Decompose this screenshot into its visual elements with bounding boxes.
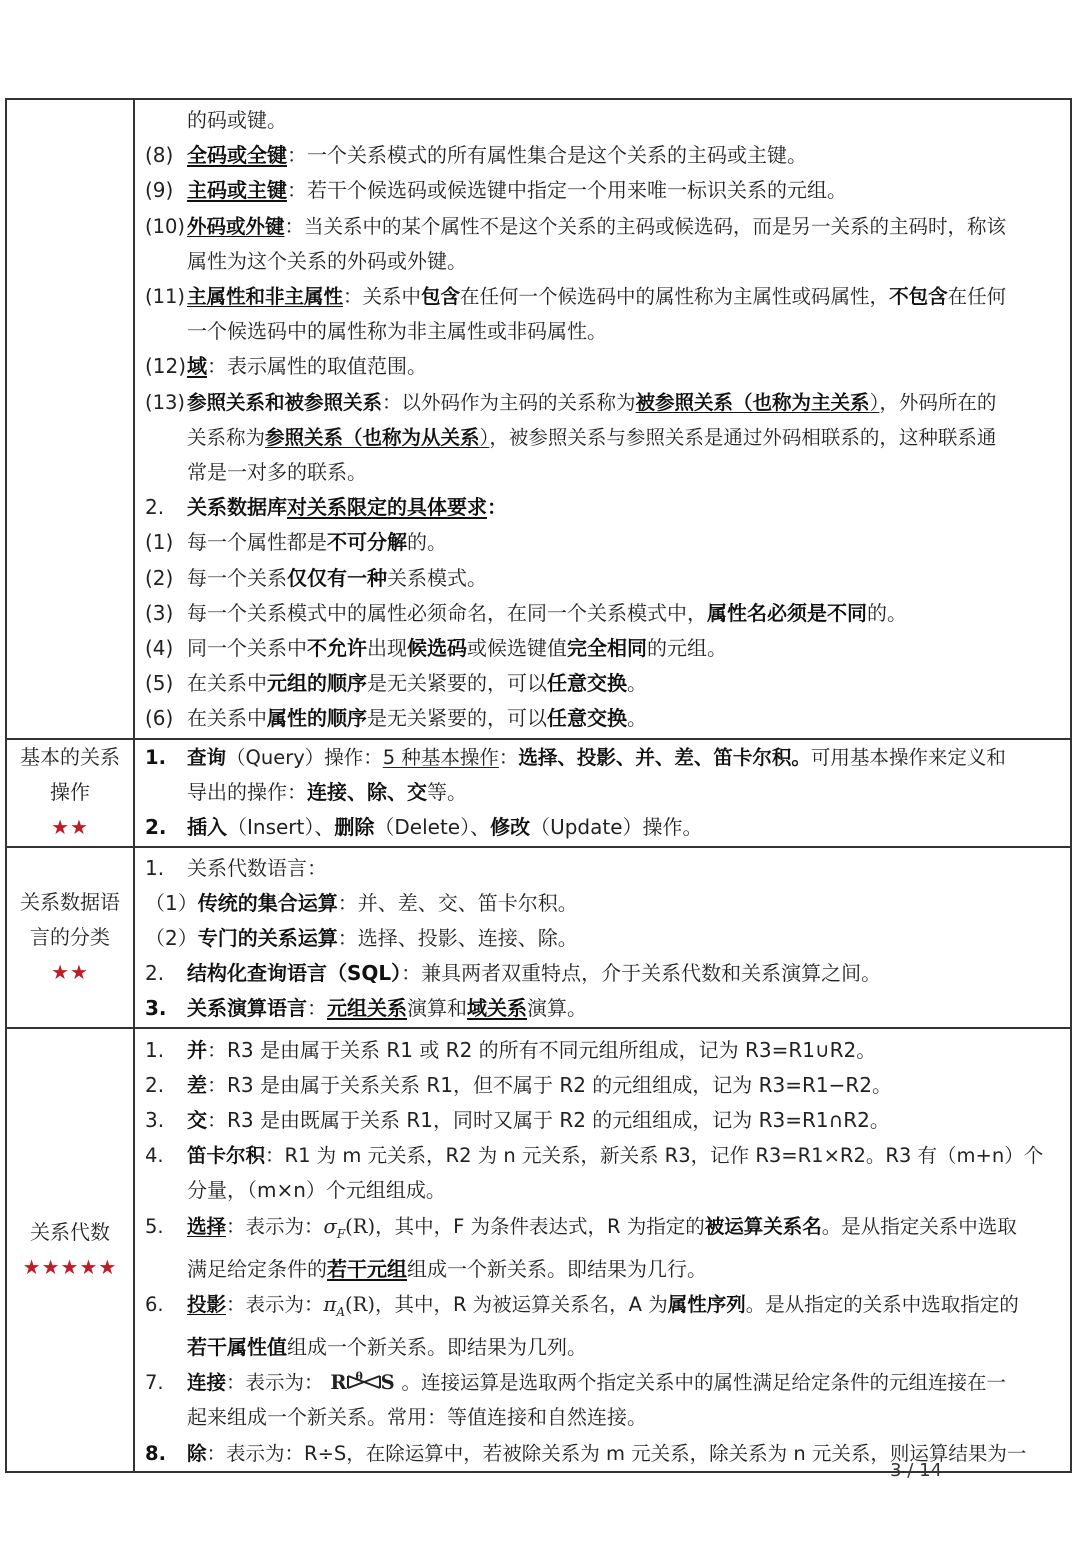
importance-stars: ★★★★★ xyxy=(22,1254,118,1279)
selection-formula: $\sigma_F(R)$ xyxy=(323,1214,376,1241)
text-line: 关系称为参照关系（也称为从关系），被参照关系与参照关系是通过外码相联系的，这种联系通 xyxy=(187,425,997,449)
list-item: (3) 每一个关系模式中的属性必须命名，在同一个关系模式中，属性名必须是不同的。 xyxy=(145,600,907,625)
list-item: (11) 主属性和非主属性：关系中包含在任何一个候选码中的属性称为主属性或码属性，不包含在任何 xyxy=(145,285,1007,309)
category-cell xyxy=(6,847,134,1028)
list-item: 8. 除：表示为：R÷S，在除运算中，若被除关系为 m 元关系，除关系为 n 元关系，则运算结果为一 xyxy=(145,1441,1027,1465)
join-icon xyxy=(347,1374,381,1390)
list-item: 7. 连接：表示为： R θ S 。连接运算是选取两个指定关系中的属性满足给定条件的元组连接在一 xyxy=(145,1365,1062,1400)
text-line: 一个候选码中的属性称为非主属性或非码属性。 xyxy=(187,319,607,344)
category-label: 关系数据语 xyxy=(20,889,120,914)
category-label: 言的分类 xyxy=(30,924,110,949)
list-item: (10) 外码或外键：当关系中的某个属性不是这个关系的主码或候选码，而是另一关系的主码时，称该 xyxy=(145,214,1007,238)
text-line: 起来组成一个新关系。常用：等值连接和自然连接。 xyxy=(187,1405,647,1430)
list-item: (13) 参照关系和被参照关系：以外码作为主码的关系称为被参照关系（也称为主关系），外码所在的 xyxy=(145,390,997,414)
list-item: 1. 并：R3 是由属于关系 R1 或 R2 的所有不同元组所组成，记为 R3=R1∪R2。 xyxy=(145,1037,877,1062)
text-line: 分量，（m×n）个元组组成。 xyxy=(187,1178,446,1203)
content-cell xyxy=(134,99,1071,739)
list-item: (9) 主码或主键：若干个候选码或候选键中指定一个用来唯一标识关系的元组。 xyxy=(145,178,847,203)
content-cell xyxy=(134,847,1071,1028)
list-item: 2. 差：R3 是由属于关系关系 R1，但不属于 R2 的元组组成，记为 R3=R1−R2。 xyxy=(145,1072,893,1097)
list-item: (5) 在关系中元组的顺序是无关紧要的，可以任意交换。 xyxy=(145,671,647,696)
content-cell xyxy=(134,1028,1071,1472)
list-item: 2. 插入（Insert）、删除（Delete）、修改（Update）操作。 xyxy=(145,815,703,840)
table-row xyxy=(6,1028,1071,1472)
list-item: （2）专门的关系运算：选择、投影、连接、除。 xyxy=(145,926,578,951)
importance-stars: ★★ xyxy=(51,959,89,984)
content-table xyxy=(5,98,1072,1473)
text-line: 导出的操作：连接、除、交等。 xyxy=(187,780,467,805)
category-label: 关系代数 xyxy=(30,1219,110,1244)
list-item: (12)域：表示属性的取值范围。 xyxy=(145,354,427,379)
text-line: 属性为这个关系的外码或外键。 xyxy=(187,248,467,273)
list-item: (2) 每一个关系仅仅有一种关系模式。 xyxy=(145,565,487,590)
list-item: 3. 关系演算语言：元组关系演算和域关系演算。 xyxy=(145,996,587,1021)
table-row xyxy=(6,739,1071,847)
list-item: (1) 每一个属性都是不可分解的。 xyxy=(145,530,447,555)
list-item: 6. 投影：表示为：$\pi_A(R)$，其中，R 为被运算关系名，A 为属性序列。是从指定的关系中选取指定的 xyxy=(145,1292,1019,1319)
list-item: 5. 选择：表示为：$\sigma_F(R)$，其中，F 为条件表达式，R 为指定的被运算关系名。是从指定关系中选取 xyxy=(145,1214,1017,1241)
list-item: 4. 笛卡尔积：R1 为 m 元关系，R2 为 n 元关系，新关系 R3，记作 R3=R1×R2。R3 有（m+n）个 xyxy=(145,1144,1044,1168)
category-cell xyxy=(6,1028,134,1472)
list-item: (4) 同一个关系中不允许出现候选码或候选键值完全相同的元组。 xyxy=(145,636,727,661)
projection-formula: $\pi_A(R)$ xyxy=(323,1292,375,1319)
text-line: 常是一对多的联系。 xyxy=(187,460,367,485)
text-line: 若干属性值组成一个新关系。即结果为几列。 xyxy=(187,1335,587,1360)
table-row xyxy=(6,847,1071,1028)
section-heading: 2. 关系数据库对关系限定的具体要求： xyxy=(145,495,507,520)
list-item: 1. 查询（Query）操作：5 种基本操作：选择、投影、并、差、笛卡尔积。可用基本操作来定义和 xyxy=(145,746,1006,769)
text-line: 的码或键。 xyxy=(187,108,287,132)
join-formula: R θ S xyxy=(330,1370,395,1395)
category-cell-empty xyxy=(6,99,134,739)
category-label: 基本的关系 xyxy=(20,745,120,770)
category-label: 操作 xyxy=(50,780,90,805)
list-item: 1. 关系代数语言： xyxy=(145,855,327,880)
text-line: 满足给定条件的若干元组组成一个新关系。即结果为几行。 xyxy=(187,1256,707,1281)
list-item: (8) 全码或全键：一个关系模式的所有属性集合是这个关系的主码或主键。 xyxy=(145,143,807,168)
category-cell xyxy=(6,739,134,847)
table-row xyxy=(6,99,1071,739)
page-number: 3 / 14 xyxy=(890,1460,942,1481)
importance-stars: ★★ xyxy=(51,815,89,840)
content-cell xyxy=(134,739,1071,847)
list-item: (6) 在关系中属性的顺序是无关紧要的，可以任意交换。 xyxy=(145,706,647,731)
list-item: （1）传统的集合运算：并、差、交、笛卡尔积。 xyxy=(145,890,578,915)
list-item: 3. 交：R3 是由既属于关系 R1，同时又属于 R2 的元组组成，记为 R3=R1∩R2。 xyxy=(145,1108,890,1133)
list-item: 2. 结构化查询语言（SQL）：兼具两者双重特点，介于关系代数和关系演算之间。 xyxy=(145,961,882,986)
